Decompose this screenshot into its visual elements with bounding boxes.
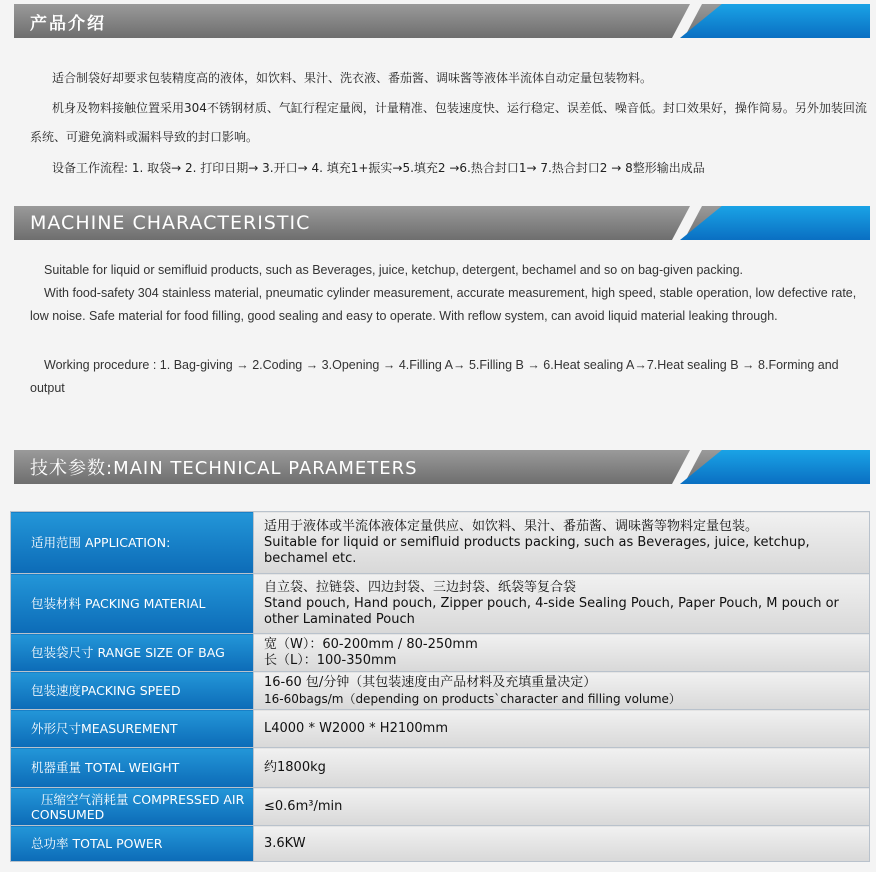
table-row [11, 826, 870, 862]
banner-accent [680, 206, 870, 240]
parameters-banner [14, 450, 870, 484]
parameters-table [10, 511, 870, 862]
table-row [11, 634, 870, 672]
param-label-line: COMPRESSED AIR CONSUMED [31, 791, 245, 822]
param-label: 总功率 TOTAL POWER [11, 826, 254, 862]
param-value [254, 826, 870, 862]
param-value [254, 748, 870, 788]
param-label: 包装袋尺寸 RANGE SIZE OF BAG [11, 634, 254, 672]
param-value [254, 634, 870, 672]
param-label: 包装材料 PACKING MATERIAL [11, 574, 254, 634]
param-value-line: 约1800kg [264, 759, 326, 775]
param-value-line: 宽（W）：60-200mm / 80-250mm [264, 636, 478, 652]
param-value-line: 16-60bags/m（depending on products`character and filling volume） [264, 691, 681, 706]
characteristic-paragraph-1: Suitable for liquid or semifluid products, such as Beverages, juice, ketchup, detergent, bechamel and so on bag-given packing. [44, 263, 744, 277]
param-label [11, 788, 254, 826]
intro-banner [14, 4, 870, 38]
param-value [254, 574, 870, 634]
param-value-line: 适用于液体或半流体液体定量供应、如饮料、果汁、番茄酱、调味酱等物料定量包装。 [264, 518, 759, 534]
table-row [11, 788, 870, 826]
param-value-line: ≤0.6m³/min [264, 798, 343, 814]
param-value-line: L4000 * W2000 * H2100mm [264, 720, 448, 736]
param-value-line: 16-60 包/分钟（其包装速度由产品材料及充填重量决定） [264, 674, 597, 690]
param-label-line: 压缩空气消耗量 [41, 791, 129, 807]
banner-accent [680, 4, 870, 38]
characteristic-paragraph-3: Working procedure : 1. Bag-giving → 2.Coding → 3.Opening → 4.Filling A→ 5.Filling B → 6.Heat sealing A→7.Heat sealing B → 8.Forming and output [30, 358, 839, 395]
characteristic-heading: MACHINE CHARACTERISTIC [30, 212, 311, 234]
table-row [11, 710, 870, 748]
param-value-line: 3.6KW [264, 835, 306, 851]
intro-paragraph-2: 机身及物料接触位置采用304不锈钢材质、气缸行程定量阀，计量精准、包装速度快、运行稳定、误差低、噪音低。封口效果好，操作简易。另外加装回流系统、可避免滴料或漏料导致的封口影响。 [30, 101, 867, 144]
characteristic-paragraph-2: With food-safety 304 stainless material, pneumatic cylinder measurement, accurate measurement, high speed, stable operation, low defective rate, low noise. Safe material for food filling, good sealing and easy to operate. With reflow system, can avoid liquid material leaking through. [30, 286, 857, 323]
table-row [11, 748, 870, 788]
table-row [11, 574, 870, 634]
table-row [11, 512, 870, 574]
param-value [254, 788, 870, 826]
param-value-line: 长（L）：100-350mm [264, 652, 397, 668]
param-value-line: Suitable for liquid or semifluid products packing, such as Beverages, juice, ketchup, bechamel etc. [264, 534, 810, 566]
characteristic-banner [14, 206, 870, 240]
intro-paragraph-3: 设备工作流程: 1. 取袋→ 2. 打印日期→ 3.开口→ 4. 填充1+振实→5.填充2 →6.热合封口1→ 7.热合封口2 → 8整形输出成品 [52, 161, 705, 175]
param-value-line: Stand pouch, Hand pouch, Zipper pouch, 4-side Sealing Pouch, Paper Pouch, M pouch or other Laminated Pouch [264, 595, 839, 627]
intro-paragraph-1: 适合制袋好却要求包装精度高的液体，如饮料、果汁、洗衣液、番茄酱、调味酱等液体半流体自动定量包装物料。 [52, 71, 653, 85]
param-value [254, 672, 870, 710]
param-label: 外形尺寸MEASUREMENT [11, 710, 254, 748]
param-label: 机器重量 TOTAL WEIGHT [11, 748, 254, 788]
intro-heading: 产品介绍 [30, 13, 106, 34]
parameters-heading: 技术参数:MAIN TECHNICAL PARAMETERS [30, 458, 418, 479]
param-value [254, 710, 870, 748]
param-label: 包装速度PACKING SPEED [11, 672, 254, 710]
table-row [11, 672, 870, 710]
param-value-line: 自立袋、拉链袋、四边封袋、三边封袋、纸袋等复合袋 [264, 579, 577, 595]
param-label: 适用范围 APPLICATION: [11, 512, 254, 574]
banner-accent [680, 450, 870, 484]
param-value [254, 512, 870, 574]
